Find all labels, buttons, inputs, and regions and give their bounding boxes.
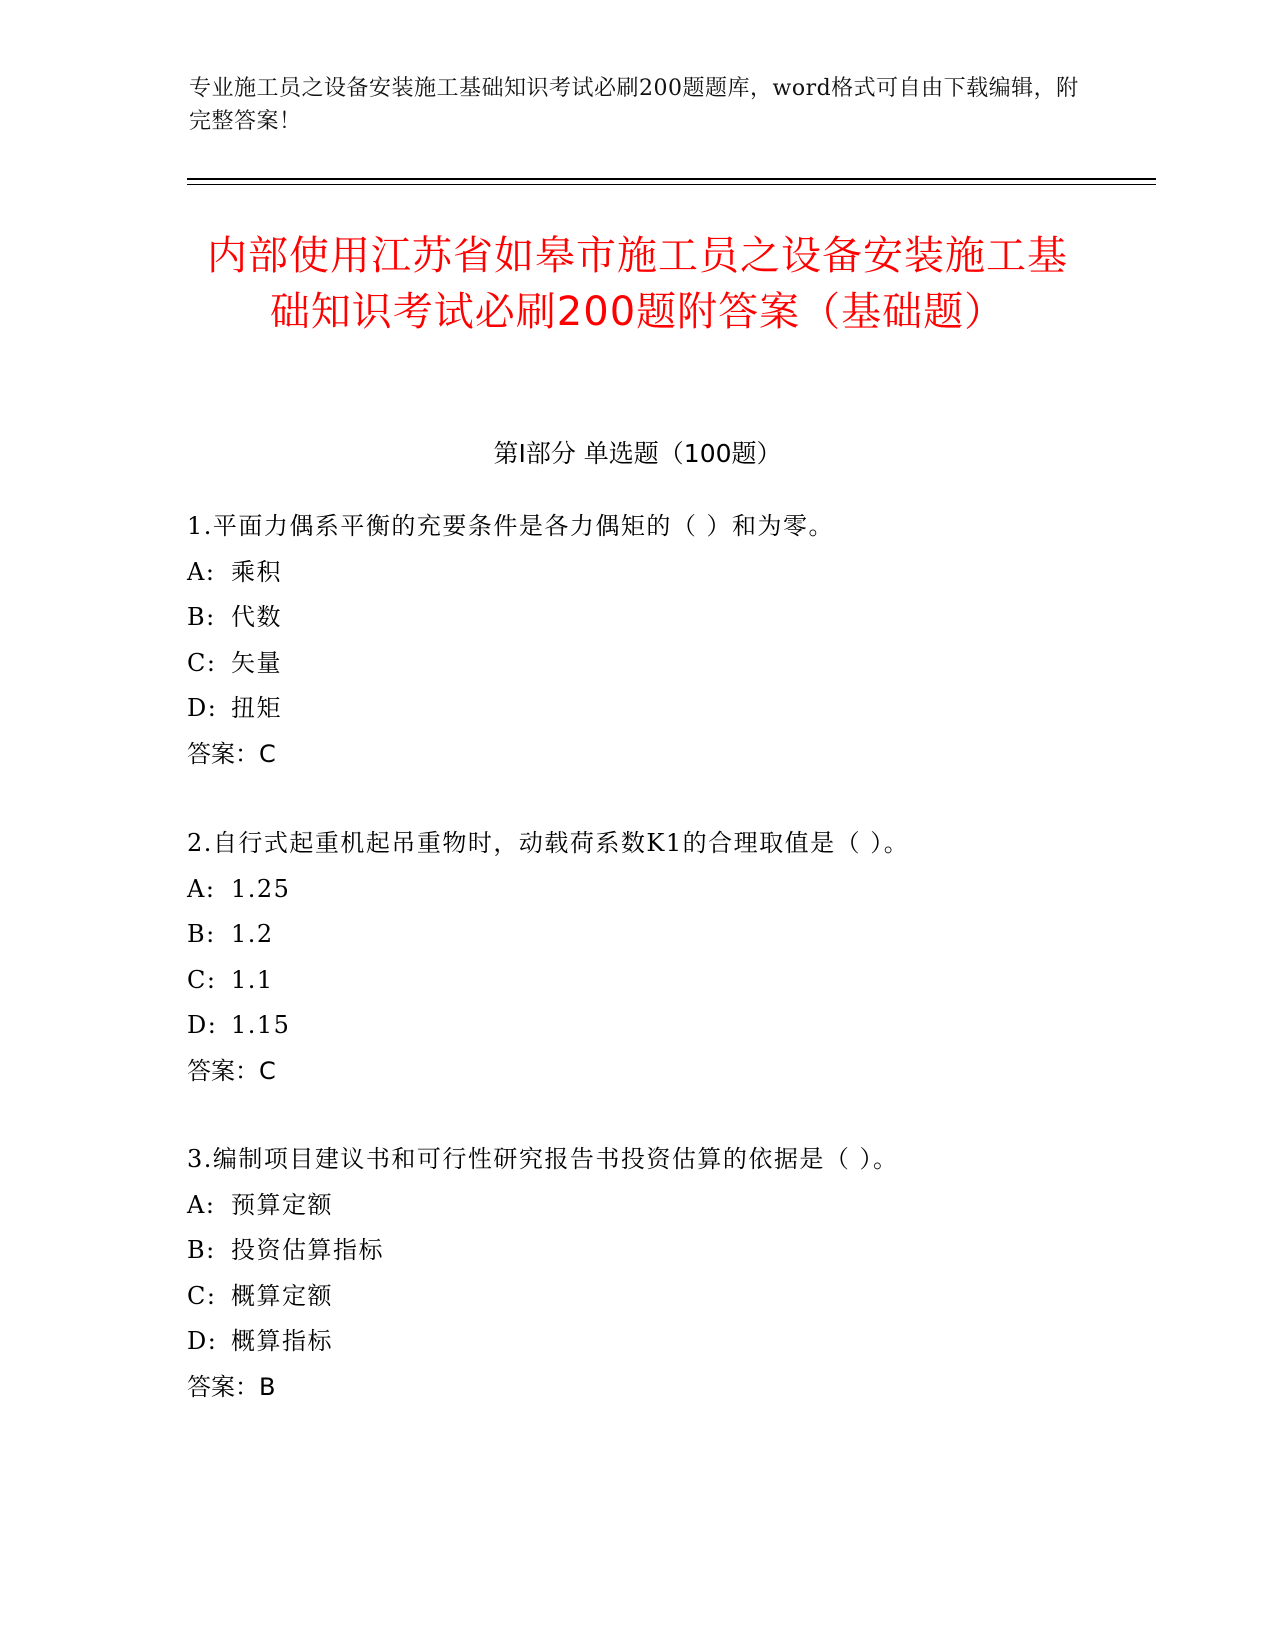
option-letter: B:: [187, 1236, 216, 1264]
question-1: [187, 504, 1087, 777]
option-letter: D:: [187, 1327, 218, 1355]
option-text: 投资估算指标: [231, 1236, 384, 1264]
option-text: 矢量: [231, 648, 282, 677]
option-d: [187, 1003, 1087, 1049]
option-letter: B:: [187, 603, 216, 631]
option-text: 1.25: [231, 874, 291, 903]
option-text: 1.15: [231, 1011, 291, 1039]
question-stem: 3.编制项目建议书和可行性研究报告书投资估算的依据是（ ）。: [187, 1145, 899, 1173]
option-letter: D:: [187, 694, 218, 722]
option-text: 1.1: [231, 965, 274, 994]
option-text: 预算定额: [231, 1190, 333, 1219]
option-c: [187, 1274, 1087, 1320]
question-2: [187, 821, 1087, 1094]
option-letter: A:: [187, 1190, 216, 1219]
option-text: 乘积: [231, 557, 282, 586]
option-c: [187, 641, 1087, 687]
option-letter: C:: [187, 965, 217, 994]
option-a: [187, 550, 1087, 596]
question-3: [187, 1137, 1087, 1410]
option-text: 代数: [231, 603, 282, 631]
option-c: [187, 958, 1087, 1004]
answer-line: 答案：C: [187, 739, 276, 768]
option-text: 概算指标: [231, 1327, 333, 1355]
section-heading: 第Ⅰ部分 单选题（100题）: [493, 439, 782, 468]
option-text: 扭矩: [231, 694, 282, 722]
header-rule-thin: [187, 184, 1156, 185]
option-letter: B:: [187, 920, 216, 948]
option-letter: A:: [187, 557, 216, 586]
option-text: 1.2: [231, 920, 274, 948]
header-note: 专业施工员之设备安装施工基础知识考试必刷200题题库，word格式可自由下载编辑，附完整答案！: [189, 76, 1079, 134]
option-letter: A:: [187, 874, 216, 903]
question-stem: 2.自行式起重机起吊重物时，动载荷系数K1的合理取值是（ ）。: [187, 829, 910, 857]
answer-line: 答案：C: [187, 1056, 276, 1085]
option-letter: D:: [187, 1011, 218, 1039]
option-a: [187, 1183, 1087, 1229]
option-letter: C:: [187, 1281, 217, 1310]
option-text: 概算定额: [231, 1281, 333, 1310]
answer-line: 答案：B: [187, 1372, 276, 1401]
option-letter: C:: [187, 648, 217, 677]
header-rule-thick: [187, 178, 1156, 180]
option-d: [187, 1319, 1087, 1365]
option-b: [187, 595, 1087, 641]
option-a: [187, 867, 1087, 913]
question-stem: 1.平面力偶系平衡的充要条件是各力偶矩的（ ）和为零。: [187, 512, 835, 540]
document-title: 内部使用江苏省如皋市施工员之设备安装施工基础知识考试必刷200题附答案（基础题）: [207, 233, 1068, 335]
option-b: [187, 912, 1087, 958]
option-b: [187, 1228, 1087, 1274]
option-d: [187, 686, 1087, 732]
